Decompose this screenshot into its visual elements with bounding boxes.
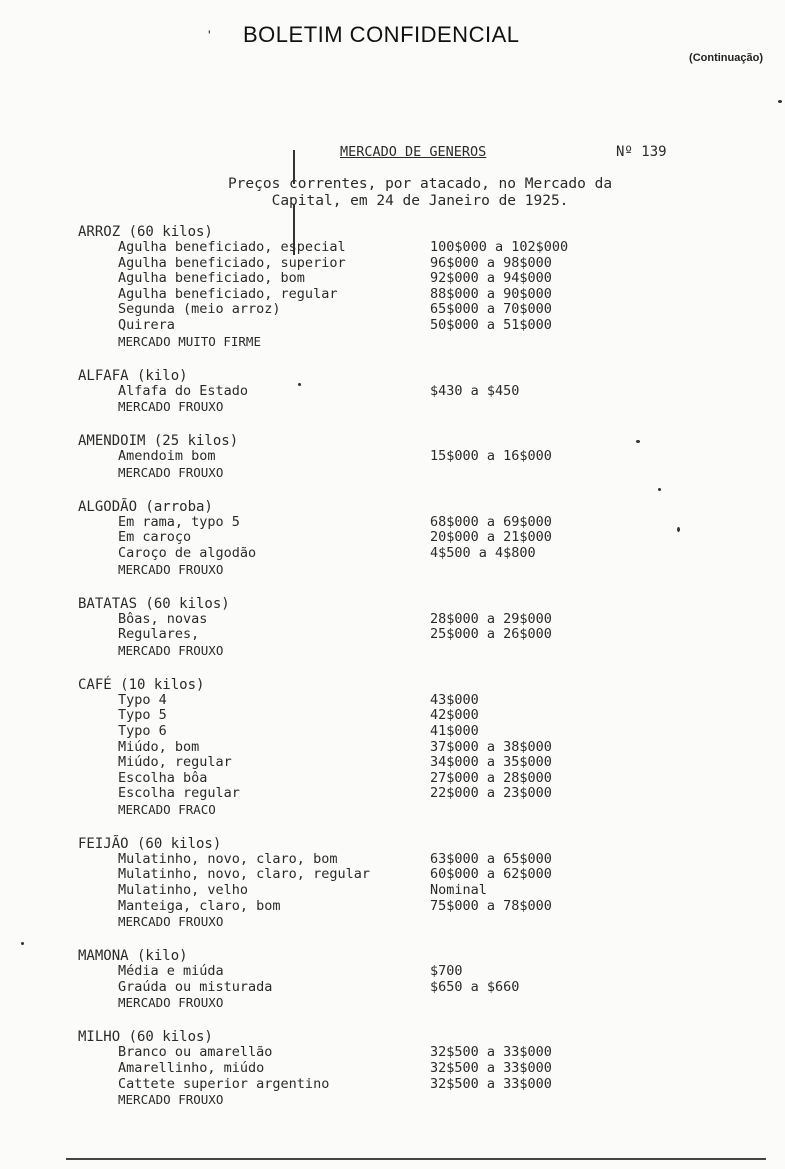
item-price: 20$000 a 21$000 [430, 529, 552, 546]
section-header: MAMONA (kilo) [78, 948, 188, 965]
item-name: Amarellinho, miúdo [118, 1060, 265, 1077]
ink-speck [658, 488, 661, 491]
price-section [78, 836, 678, 930]
item-name: Mulatinho, novo, claro, bom [118, 850, 338, 867]
ink-speck [778, 100, 782, 103]
price-row [78, 384, 678, 400]
price-row [78, 755, 678, 771]
price-row [78, 899, 678, 915]
item-price: 96$000 a 98$000 [430, 254, 552, 271]
market-status: MERCADO FROUXO [118, 561, 224, 577]
price-row [78, 530, 678, 546]
item-price: 68$000 a 69$000 [430, 513, 552, 530]
price-row [78, 240, 678, 256]
price-row [78, 980, 678, 996]
item-name: Agulha beneficiado, especial [118, 239, 346, 255]
price-section [78, 677, 678, 818]
item-name: Agulha beneficiado, bom [118, 270, 305, 287]
price-row [78, 287, 678, 303]
market-status: MERCADO FROUXO [118, 642, 224, 658]
item-name: Cattete superior argentino [118, 1075, 330, 1092]
price-row [78, 1077, 678, 1093]
item-name: Branco ou amarellão [118, 1044, 273, 1061]
section-header: AMENDOIM (25 kilos) [78, 433, 239, 450]
price-row [78, 1045, 678, 1061]
market-status: MERCADO FROUXO [118, 464, 224, 480]
market-status: MERCADO FROUXO [118, 995, 224, 1011]
ink-speck [636, 440, 640, 443]
item-name: Miúdo, regular [118, 754, 232, 771]
price-row [78, 271, 678, 287]
item-price: 37$000 a 38$000 [430, 738, 552, 755]
item-price: 34$000 a 35$000 [430, 754, 552, 771]
price-section [78, 433, 678, 481]
header-mark: ' [208, 27, 211, 43]
price-row [78, 740, 678, 756]
item-name: Amendoim bom [118, 448, 216, 465]
market-status: MERCADO FROUXO [118, 1092, 224, 1108]
market-status: MERCADO FROUXO [118, 914, 224, 930]
item-price: 27$000 a 28$000 [430, 769, 552, 786]
item-name: Segunda (meio arroz) [118, 301, 281, 318]
item-name: Média e miúda [118, 963, 224, 980]
item-name: Manteiga, claro, bom [118, 897, 281, 914]
bottom-rule [66, 1158, 766, 1160]
price-row [78, 964, 678, 980]
ink-speck [21, 942, 24, 945]
price-row [78, 612, 678, 628]
price-section [78, 596, 678, 659]
item-price: 42$000 [430, 707, 479, 724]
price-sections [78, 224, 678, 1126]
section-header: ALFAFA (kilo) [78, 367, 188, 384]
item-name: Alfafa do Estado [118, 382, 249, 399]
price-section [78, 499, 678, 578]
ink-speck [677, 527, 680, 532]
item-price: 88$000 a 90$000 [430, 285, 552, 302]
item-name: Agulha beneficiado, superior [118, 254, 346, 271]
item-name: Agulha beneficiado, regular [118, 285, 338, 302]
item-price: $430 a $450 [430, 382, 520, 399]
item-name: Regulares, [118, 626, 200, 643]
item-price: 32$500 a 33$000 [430, 1044, 552, 1061]
item-price: 63$000 a 65$000 [430, 850, 552, 867]
item-price: 60$000 a 62$000 [430, 866, 552, 883]
price-section [78, 1029, 678, 1108]
price-row [78, 546, 678, 562]
price-row [78, 627, 678, 643]
intro-line: Capital, em 24 de Janeiro de 1925. [271, 193, 569, 209]
item-price: 43$000 [430, 691, 479, 708]
item-name: Escolha bôa [118, 769, 208, 786]
item-name: Miúdo, bom [118, 738, 200, 755]
market-status: MERCADO FRACO [118, 801, 216, 817]
item-name: Quirera [118, 316, 175, 333]
section-header: ALGODÃO (arroba) [78, 498, 213, 515]
bulletin-number: Nº 139 [616, 144, 667, 160]
item-name: Em caroço [118, 529, 192, 546]
item-price: 15$000 a 16$000 [430, 448, 552, 465]
item-name: Mulatinho, novo, claro, regular [118, 866, 370, 883]
item-name: Bôas, novas [118, 610, 208, 627]
price-row [78, 256, 678, 272]
ink-speck [298, 383, 301, 386]
item-price: 65$000 a 70$000 [430, 301, 552, 318]
intro-text [200, 176, 640, 210]
price-row [78, 1061, 678, 1077]
item-name: Mulatinho, velho [118, 882, 249, 899]
price-row [78, 883, 678, 899]
item-price: 4$500 a 4$800 [430, 544, 536, 561]
price-row [78, 318, 678, 334]
market-status: MERCADO FROUXO [118, 399, 224, 415]
section-header: FEIJÃO (60 kilos) [78, 835, 222, 852]
item-price: 50$000 a 51$000 [430, 316, 552, 333]
price-row [78, 302, 678, 318]
price-row [78, 852, 678, 868]
price-section [78, 224, 678, 350]
item-name: Caroço de algodão [118, 544, 257, 561]
item-price: 32$500 a 33$000 [430, 1060, 552, 1077]
section-header: ARROZ (60 kilos) [78, 224, 213, 240]
section-header: BATATAS (60 kilos) [78, 595, 230, 612]
item-name: Typo 5 [118, 707, 167, 724]
price-row [78, 449, 678, 465]
price-row [78, 786, 678, 802]
item-name: Escolha regular [118, 785, 240, 802]
price-row [78, 515, 678, 531]
item-price: 41$000 [430, 722, 479, 739]
price-section [78, 948, 678, 1011]
item-price: $700 [430, 963, 463, 980]
item-name: Em rama, typo 5 [118, 513, 240, 530]
item-price: 22$000 a 23$000 [430, 785, 552, 802]
item-price: $650 a $660 [430, 978, 520, 995]
document-title: BOLETIM CONFIDENCIAL [243, 22, 520, 47]
market-status: MERCADO MUITO FIRME [118, 333, 261, 349]
item-price: Nominal [430, 882, 487, 899]
item-price: 92$000 a 94$000 [430, 270, 552, 287]
item-price: 28$000 a 29$000 [430, 610, 552, 627]
price-section [78, 368, 678, 416]
intro-line: Preços correntes, por atacado, no Mercado da [227, 176, 613, 192]
price-row [78, 771, 678, 787]
price-row [78, 867, 678, 883]
price-row [78, 724, 678, 740]
item-name: Typo 6 [118, 722, 167, 739]
item-price: 32$500 a 33$000 [430, 1075, 552, 1092]
price-row [78, 693, 678, 709]
item-price: 75$000 a 78$000 [430, 897, 552, 914]
section-header: CAFÉ (10 kilos) [78, 676, 205, 693]
item-name: Graúda ou misturada [118, 978, 273, 995]
market-title: MERCADO DE GENEROS [340, 144, 487, 160]
price-row [78, 708, 678, 724]
section-header: MILHO (60 kilos) [78, 1029, 213, 1046]
item-price: 25$000 a 26$000 [430, 626, 552, 643]
continuation-label: (Continuação) [689, 52, 763, 64]
item-price: 100$000 a 102$000 [430, 239, 569, 255]
item-name: Typo 4 [118, 691, 167, 708]
